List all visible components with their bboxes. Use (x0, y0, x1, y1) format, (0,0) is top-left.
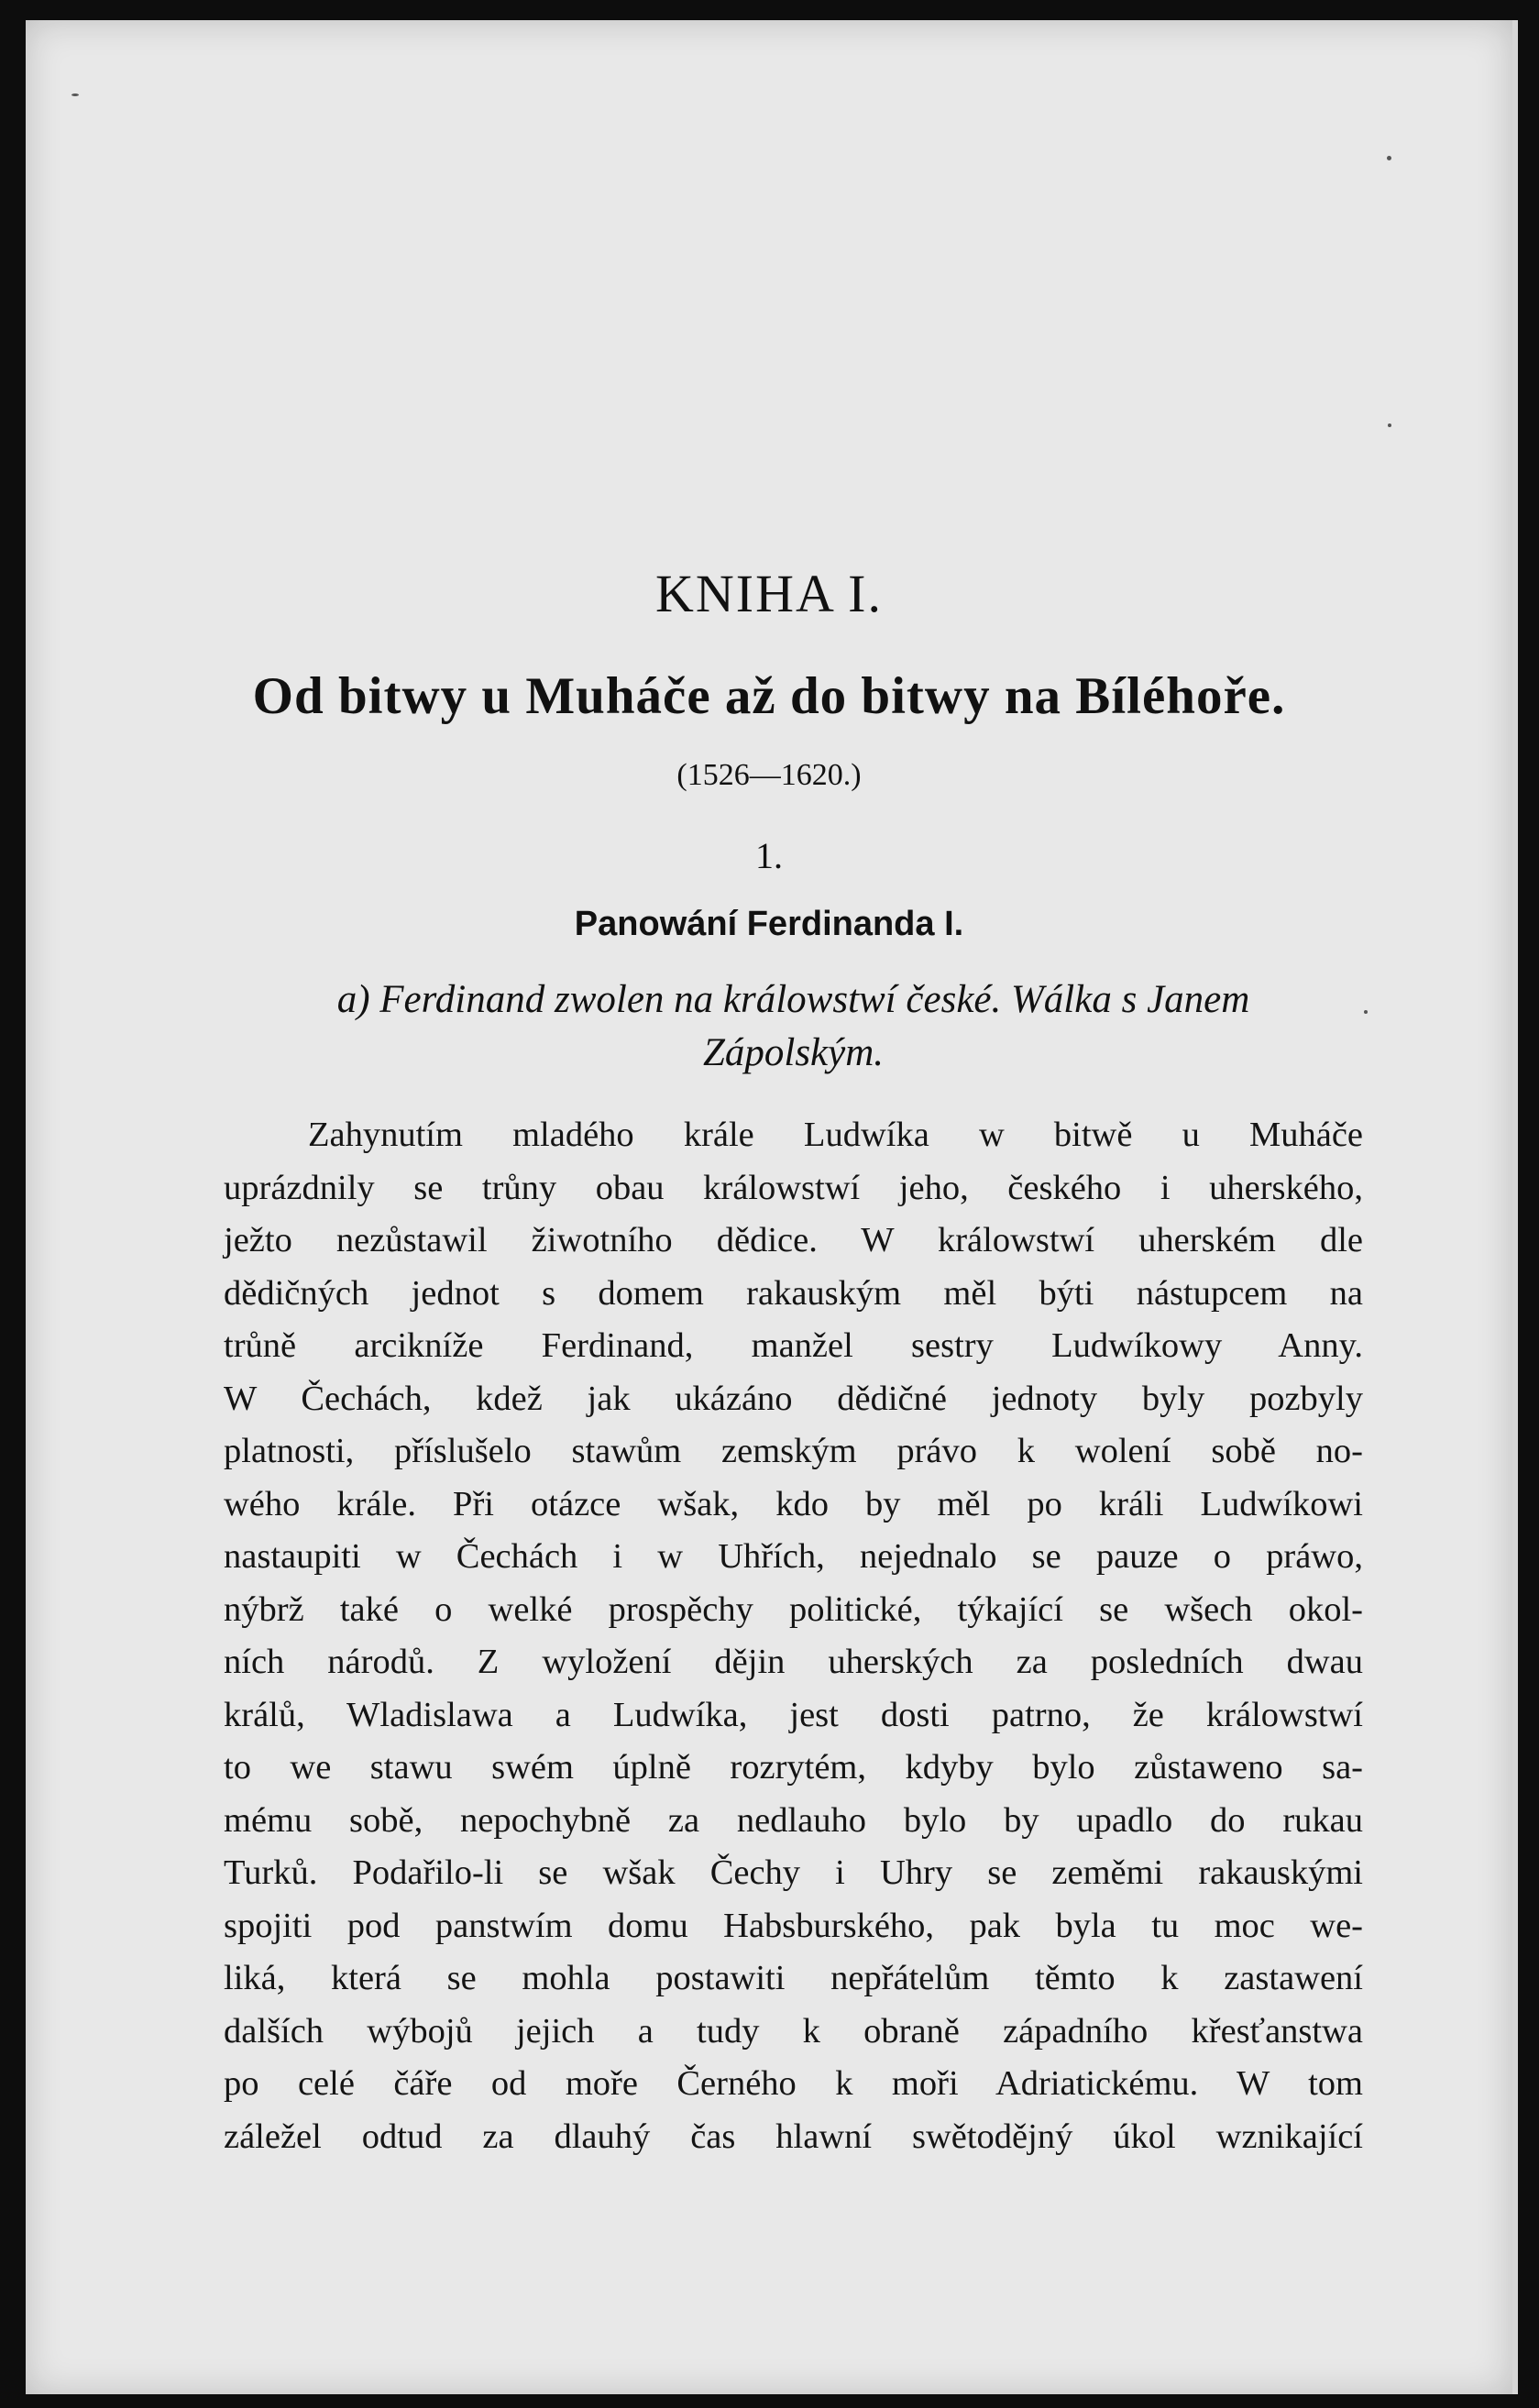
chapter-title: Panowání Ferdinanda I. (574, 905, 964, 943)
paper-speck (1388, 423, 1391, 427)
text-line: záležel odtud za dlauhý čas hlawní swětodějný úkol wznikající (224, 2117, 1363, 2156)
book-page (26, 20, 1518, 2394)
paper-speck (1364, 1010, 1368, 1014)
text-line: liká, která se mohla postawiti nepřátelům těmto k zastawení (224, 1959, 1363, 1997)
text-line: Zahynutím mladého krále Ludwíka w bitwě u Muháče (308, 1116, 1363, 1154)
body-paragraph (224, 1109, 1363, 2163)
text-line: dalších wýbojů jejich a tudy k obraně západního křesťanstwa (224, 2011, 1363, 2051)
text-line: platnosti, příslušelo stawům zemským právo k wolení sobě no- (224, 1432, 1363, 1470)
chapter-number: 1. (755, 835, 783, 876)
text-line: to we stawu swém úplně rozrytém, kdyby bylo zůstaweno sa- (224, 1748, 1363, 1787)
text-line: dědičných jednot s domem rakauským měl býti nástupcem na (224, 1273, 1363, 1313)
text-line: wého krále. Při otázce wšak, kdo by měl po králi Ludwíkowi (224, 1484, 1363, 1523)
part-title: Od bitwy u Muháče až do bitwy na Bíléhoře. (252, 667, 1286, 725)
text-line: trůně arcikníže Ferdinand, manžel sestry Ludwíkowy Anny. (224, 1326, 1363, 1365)
period-dates: (1526—1620.) (676, 758, 862, 792)
text-line: Turků. Podařilo-li se wšak Čechy i Uhry se zeměmi rakauskými (224, 1853, 1363, 1892)
text-line: nastaupiti w Čechách i w Uhřích, nejednalo se pauze o práwo, (224, 1537, 1363, 1576)
text-line: W Čechách, kdež jak ukázáno dědičné jednoty byly pozbyly (224, 1379, 1363, 1418)
section-title-line: Zápolským. (702, 1031, 885, 1074)
section-title-line: a) Ferdinand zwolen na králowstwí české. Wálka s Janem (336, 978, 1250, 1021)
text-line: po celé čáře od moře Černého k moři Adriatickému. W tom (224, 2064, 1363, 2103)
text-line: králů, Wladislawa a Ludwíka, jest dosti patrno, že králowstwí (224, 1695, 1363, 1734)
section-title (246, 973, 1341, 1080)
paper-speck (71, 93, 79, 96)
book-title: KNIHA I. (655, 564, 883, 623)
paper-speck (1387, 156, 1391, 160)
text-line: mému sobě, nepochybně za nedlauho bylo by upadlo do rukau (224, 1800, 1363, 1840)
text-line: ježto nezůstawil žiwotního dědice. W králowstwí uherském dle (224, 1221, 1363, 1259)
text-line: ních národů. Z wyložení dějin uherských za posledních dwau (224, 1643, 1363, 1681)
text-line: uprázdnily se trůny obau králowstwí jeho, českého i uherského, (224, 1168, 1363, 1207)
text-line: nýbrž také o welké prospěchy politické, týkající se wšech okol- (224, 1589, 1363, 1629)
text-line: spojiti pod panstwím domu Habsburského, pak byla tu moc we- (224, 1906, 1363, 1945)
